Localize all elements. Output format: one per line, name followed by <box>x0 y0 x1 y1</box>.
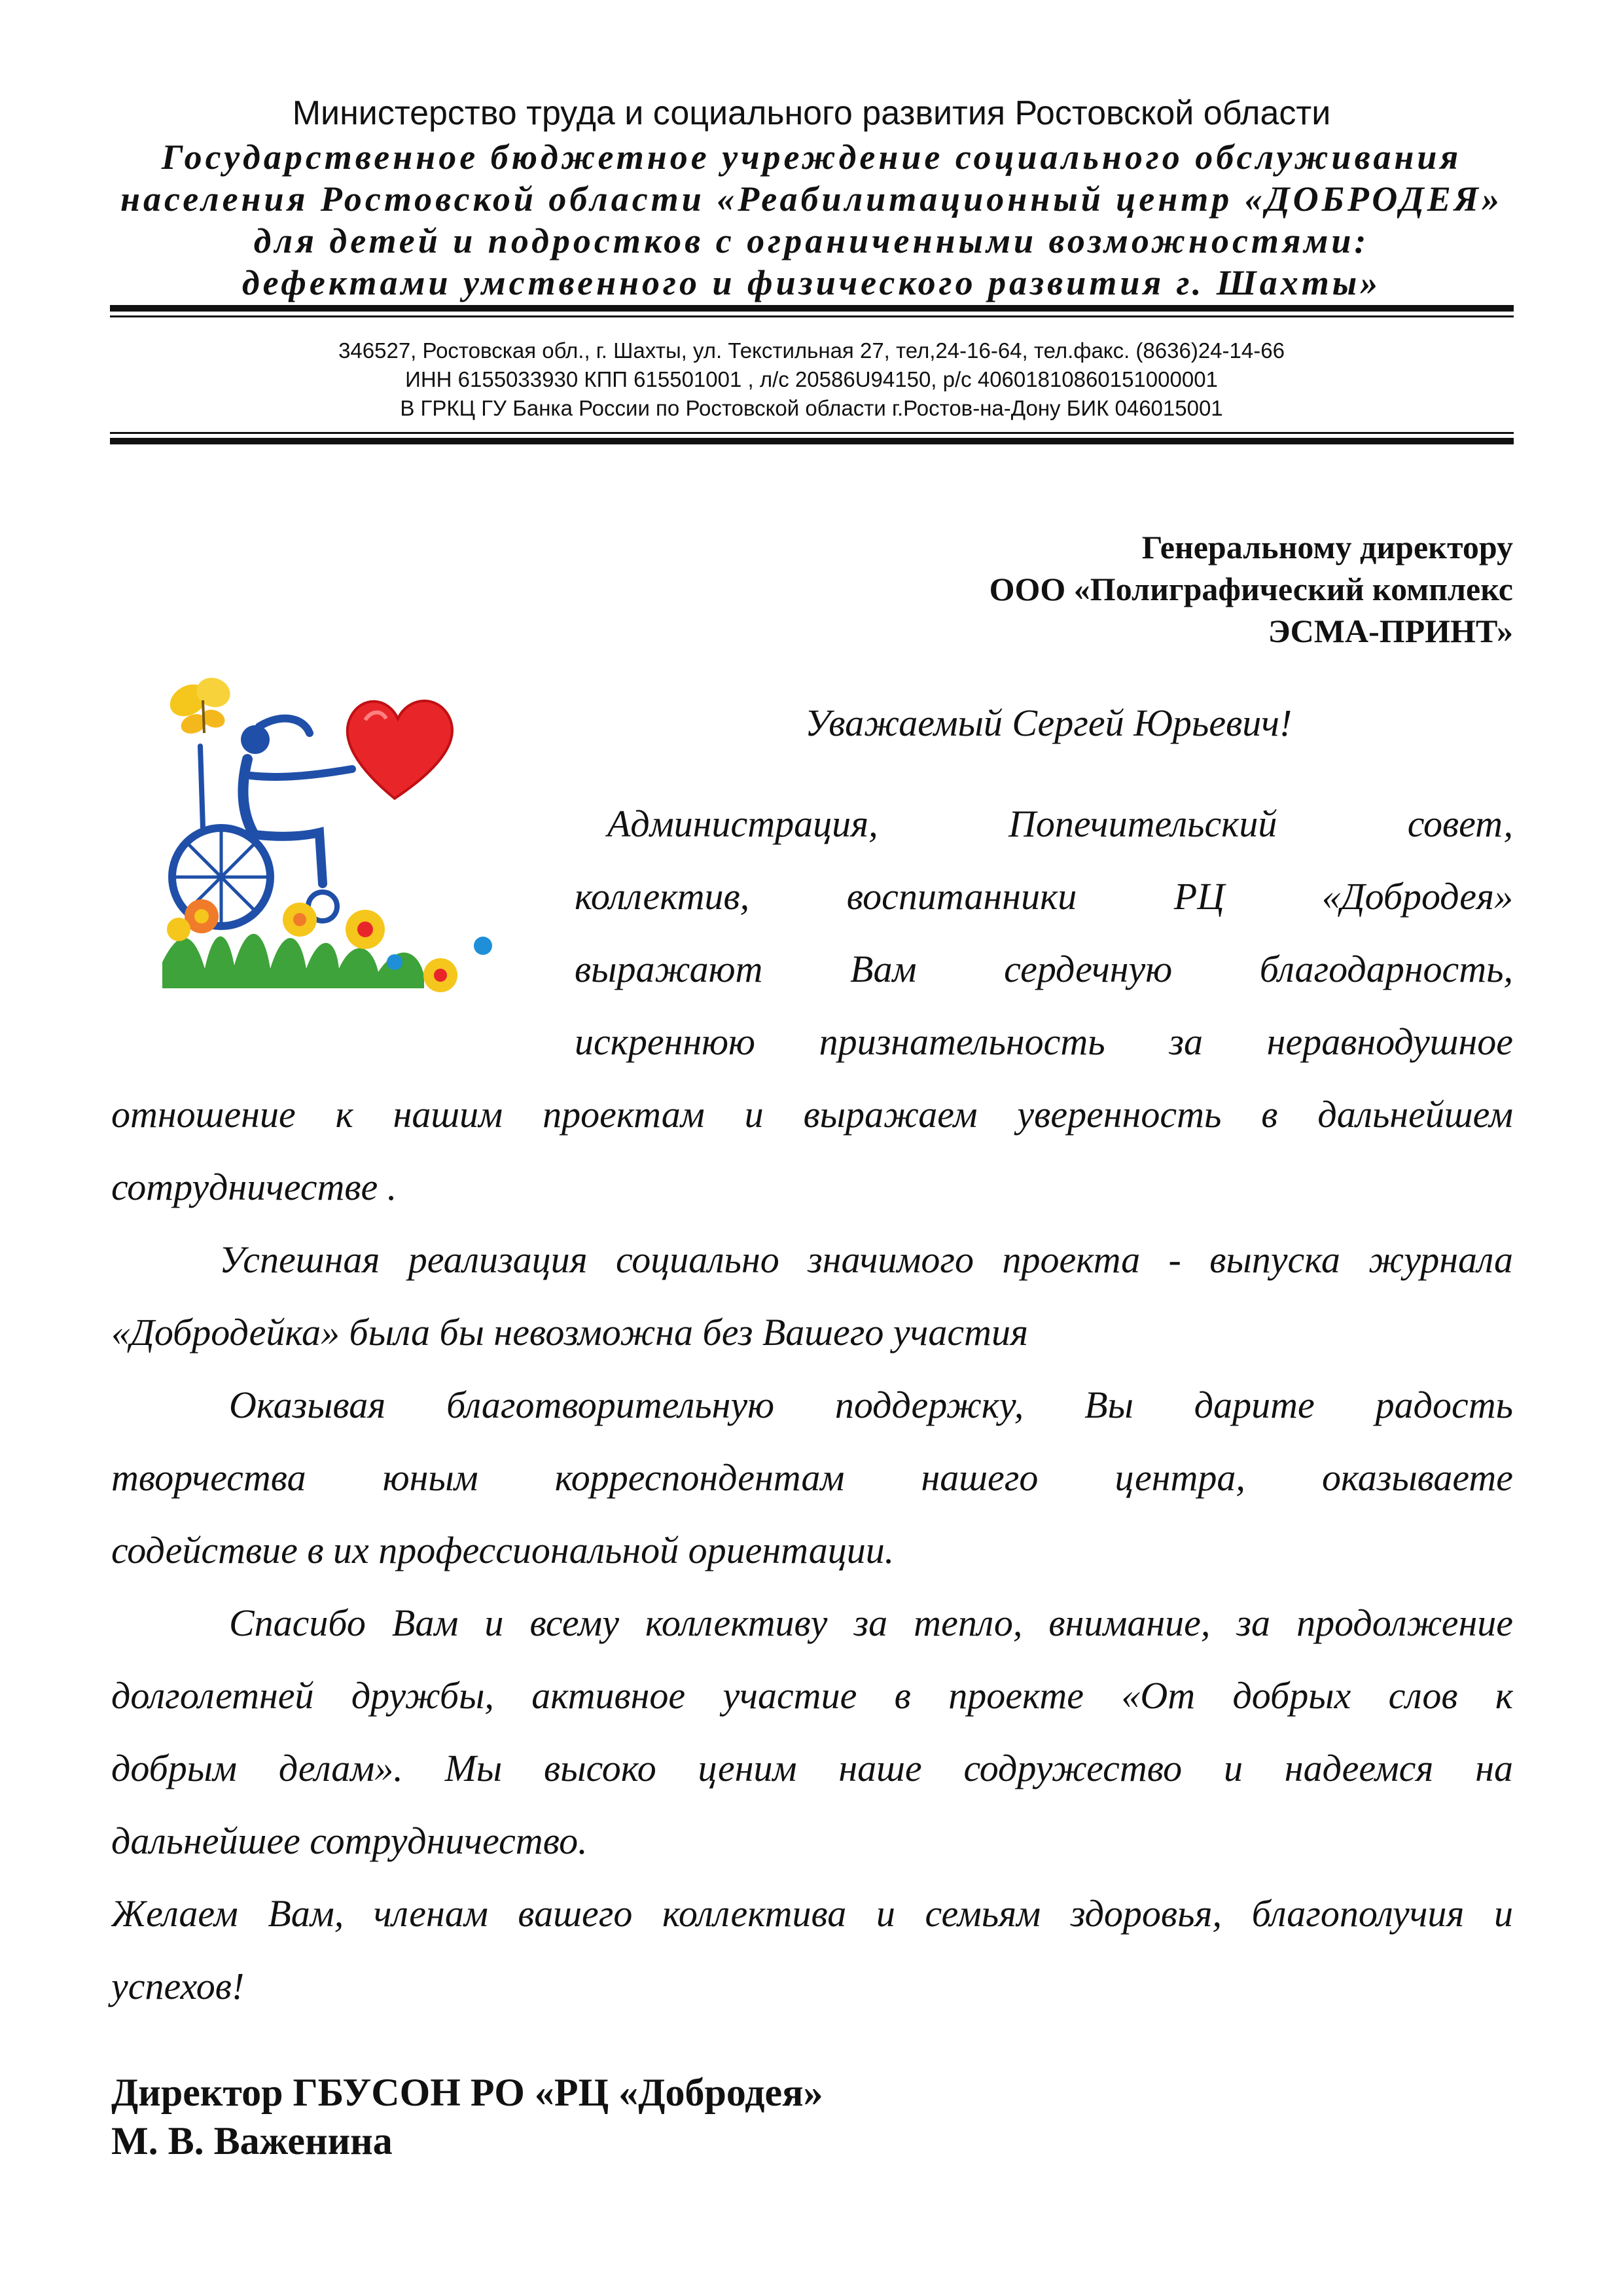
text-line: творчества юным корреспондентам нашего центра, оказываете <box>111 1456 1513 1499</box>
letter-body <box>111 1078 1513 2022</box>
text-line: добрым делам». Мы высоко ценим наше содружество и надеемся на <box>111 1747 1513 1789</box>
org-line: для детей и подростков с ограниченными возможностями: <box>253 221 1370 260</box>
signature-title: Директор ГБУСОН РО «РЦ «Добродея» <box>111 2071 823 2114</box>
requisites-divider-thick <box>110 438 1514 444</box>
butterfly-icon <box>164 673 234 737</box>
text-line: Желаем Вам, членам вашего коллектива и семьям здоровья, благополучия и <box>111 1892 1513 1935</box>
text-line: коллектив, воспитанники РЦ «Добродея» <box>575 875 1513 918</box>
header-divider-thick <box>110 305 1514 312</box>
text-line: успехов! <box>111 1965 245 2007</box>
org-line: Государственное бюджетное учреждение социального обслуживания <box>161 137 1462 177</box>
text-line: сотрудничестве . <box>111 1166 397 1208</box>
text-line: Администрация, Попечительский совет, <box>607 802 1513 845</box>
text-line: искреннюю признательность за неравнодушное <box>575 1020 1513 1063</box>
requisites <box>111 336 1512 423</box>
signature-name: М. В. Важенина <box>111 2119 393 2162</box>
requisites-divider-thin <box>110 432 1514 434</box>
requisites-line: ИНН 6155033930 КПП 615501001 , л/с 20586U94150, р/с 40601810860151000001 <box>405 367 1218 391</box>
paragraph-1-narrow <box>575 787 1513 1078</box>
ministry-name: Министерство труда и социального развития Ростовской области <box>292 94 1331 132</box>
org-line: дефектами умственного и физического развития г. Шахты» <box>241 263 1382 302</box>
addressee-line: ЭСМА-ПРИНТ» <box>1268 613 1513 649</box>
text-line: выражают Вам сердечную благодарность, <box>575 948 1513 990</box>
text-line: Оказывая благотворительную поддержку, Вы дарите радость <box>229 1384 1513 1426</box>
flowers-icon <box>162 899 492 992</box>
organization-name <box>111 136 1512 304</box>
signature <box>111 2068 823 2165</box>
org-line: населения Ростовской области «Реабилитационный центр «ДОБРОДЕЯ» <box>120 179 1503 219</box>
text-line: дальнейшее сотрудничество. <box>111 1820 588 1862</box>
heart-icon <box>348 701 452 798</box>
text-line: «Добродейка» была бы невозможна без Вашего участия <box>111 1311 1028 1354</box>
wheelchair-figure-icon <box>172 719 352 926</box>
text-line: Спасибо Вам и всему коллективу за тепло, внимание, за продолжение <box>229 1602 1513 1644</box>
center-logo <box>143 661 509 1028</box>
addressee-line: ООО «Полиграфический комплекс <box>989 571 1513 607</box>
addressee <box>728 526 1513 652</box>
requisites-line: В ГРКЦ ГУ Банка России по Ростовской области г.Ростов-на-Дону БИК 046015001 <box>400 396 1223 420</box>
text-line: долголетней дружбы, активное участие в проекте «От добрых слов к <box>111 1674 1513 1717</box>
text-line: Успешная реализация социально значимого проекта - выпуска журнала <box>219 1238 1513 1281</box>
requisites-line: 346527, Ростовская обл., г. Шахты, ул. Текстильная 27, тел,24-16-64, тел.факс. (8636)24-14-66 <box>338 338 1285 363</box>
text-line: содействие в их профессиональной ориентации. <box>111 1529 895 1571</box>
salutation: Уважаемый Сергей Юрьевич! <box>805 702 1293 744</box>
text-line: отношение к нашим проектам и выражаем уверенность в дальнейшем <box>111 1093 1513 1136</box>
header-divider-thin <box>110 315 1514 317</box>
addressee-line: Генеральному директору <box>1141 529 1513 565</box>
